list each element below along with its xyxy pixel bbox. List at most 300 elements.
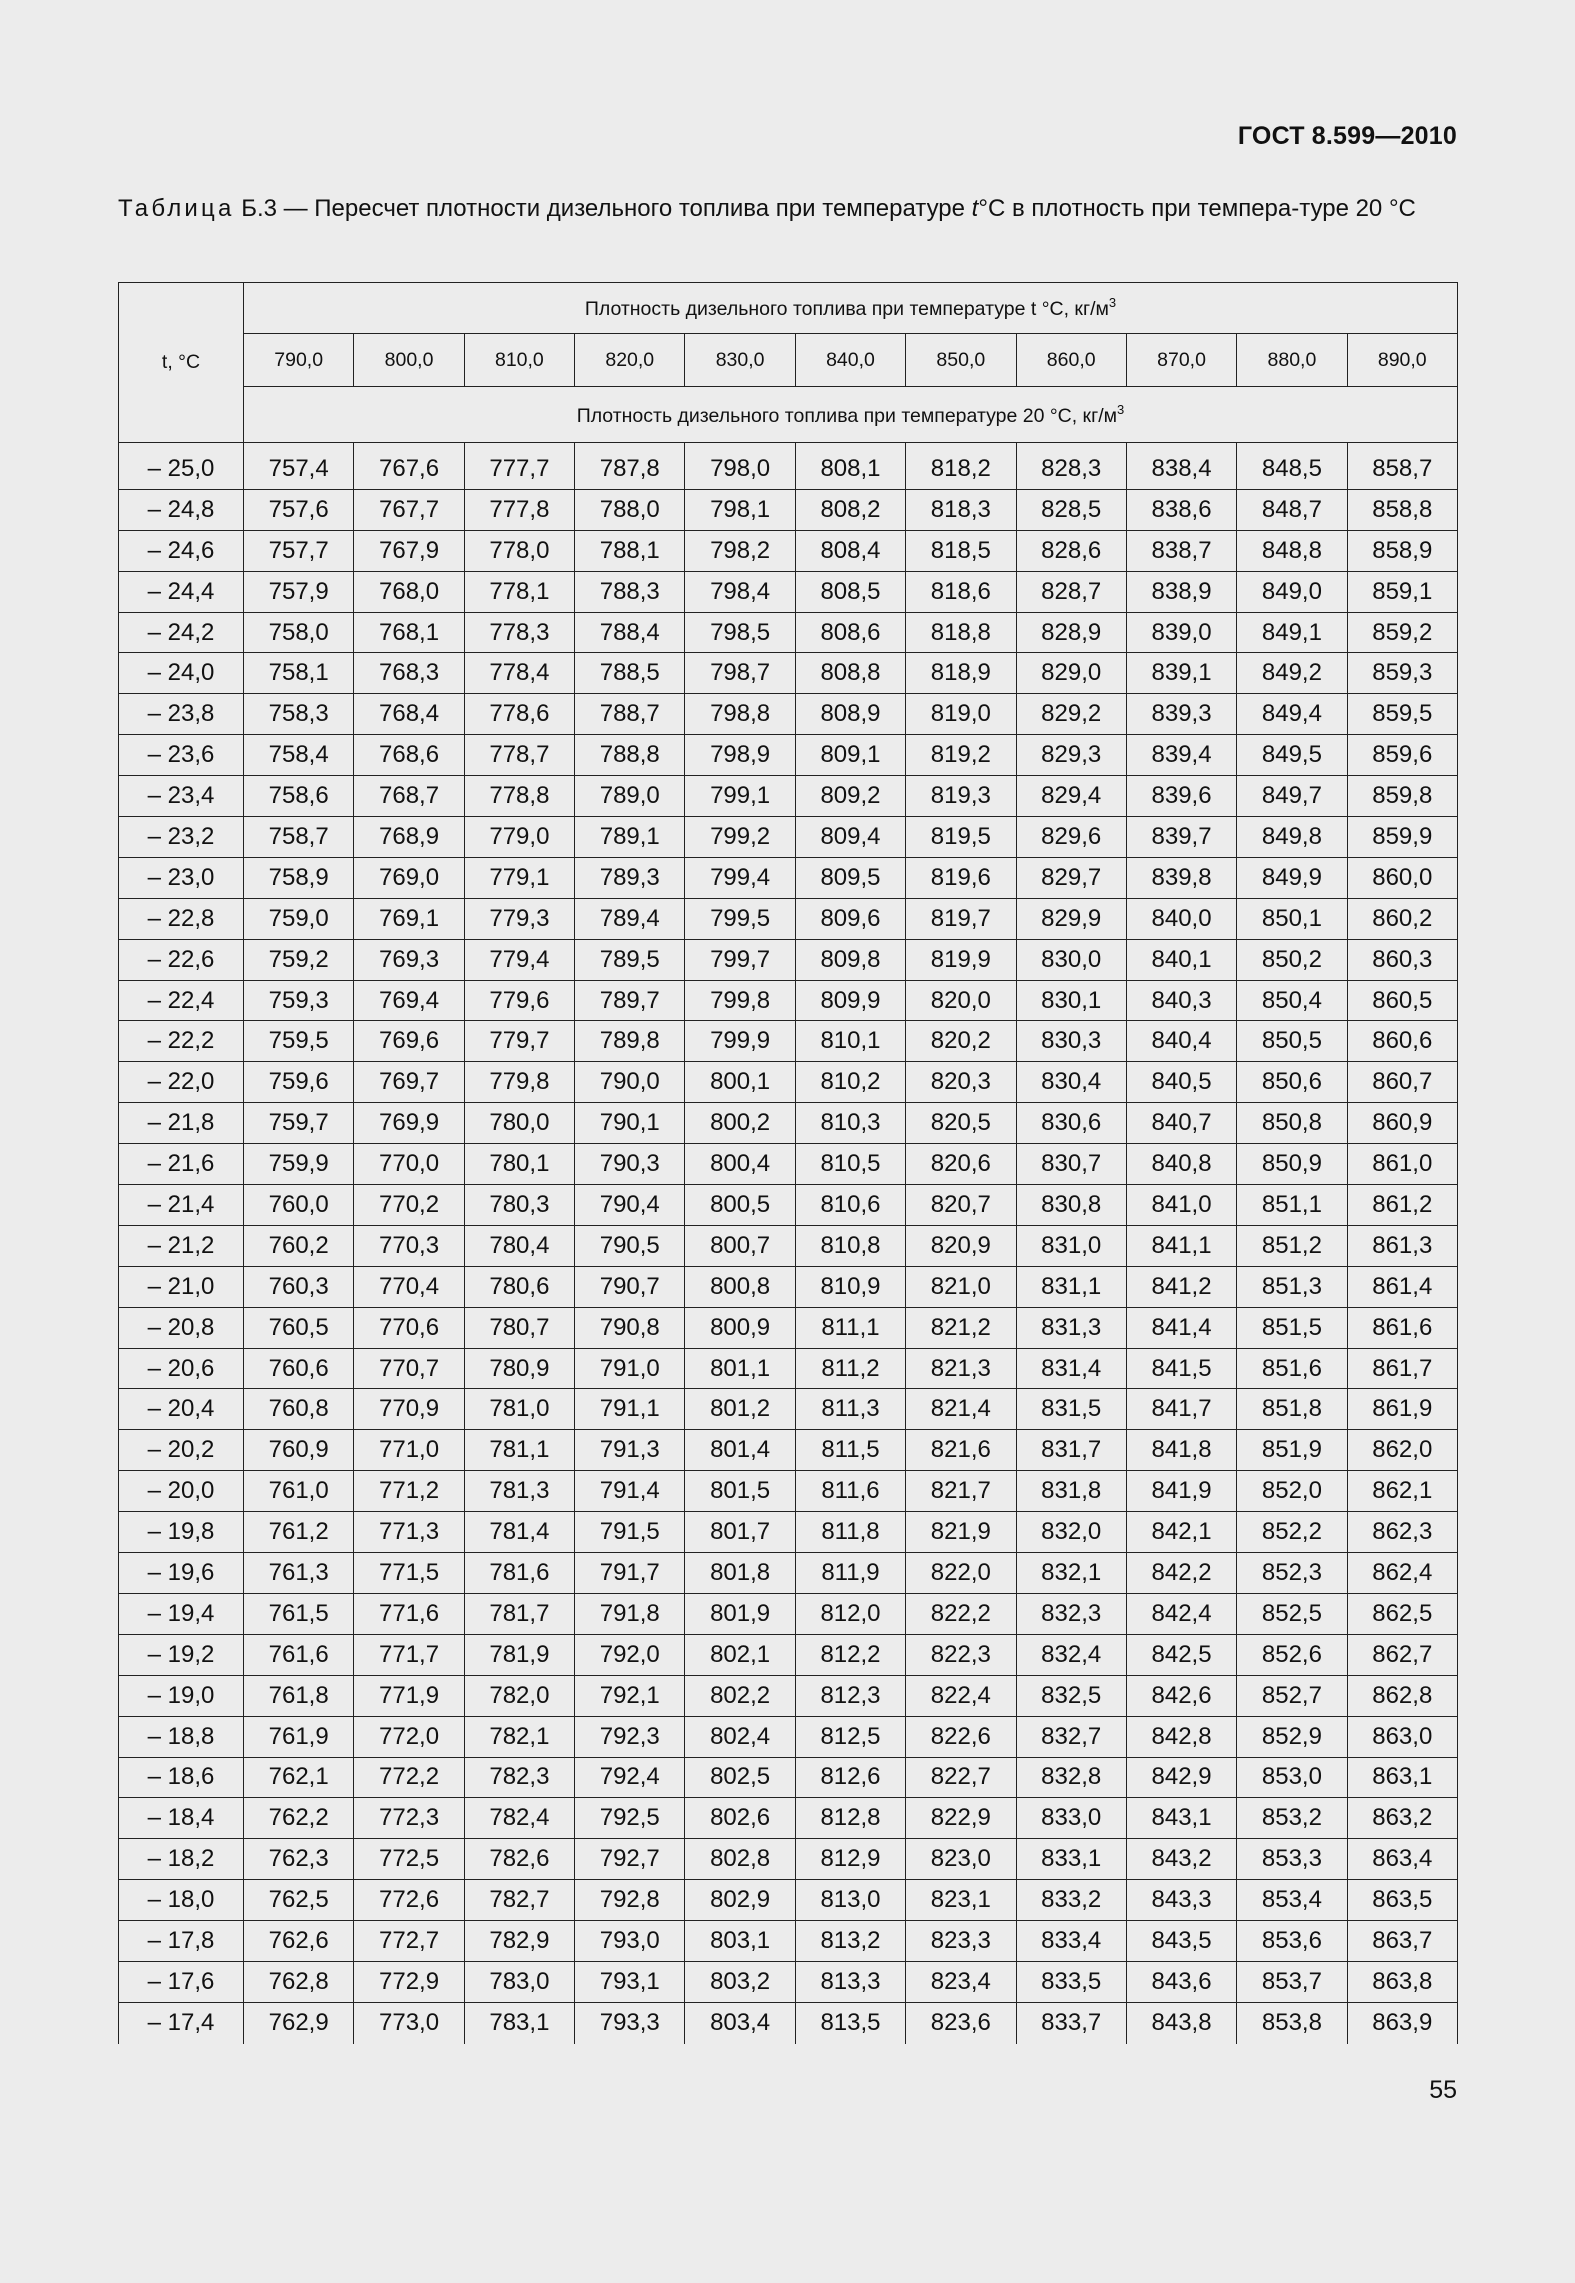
density-value-cell: 780,1	[464, 1144, 574, 1185]
density-value-cell: 863,7	[1347, 1921, 1457, 1962]
table-row	[119, 530, 1458, 571]
density-value-cell: 788,1	[575, 530, 685, 571]
density-value-cell: 791,0	[575, 1348, 685, 1389]
density-value-cell: 828,6	[1016, 530, 1126, 571]
density-value-cell: 778,3	[464, 612, 574, 653]
density-value-cell: 798,9	[685, 735, 795, 776]
density-value-cell: 788,7	[575, 694, 685, 735]
density-value-cell: 761,8	[244, 1675, 354, 1716]
density-value-cell: 848,8	[1237, 530, 1347, 571]
density-value-cell: 788,3	[575, 571, 685, 612]
density-value-cell: 800,4	[685, 1144, 795, 1185]
density-value-cell: 779,3	[464, 898, 574, 939]
density-value-cell: 828,3	[1016, 449, 1126, 489]
density-value-cell: 802,8	[685, 1839, 795, 1880]
density-value-cell: 759,6	[244, 1062, 354, 1103]
density-value-cell: 851,6	[1237, 1348, 1347, 1389]
density-value-cell: 758,0	[244, 612, 354, 653]
temperature-cell: – 18,4	[119, 1798, 244, 1839]
density-value-cell: 860,6	[1347, 1021, 1457, 1062]
density-value-cell: 769,4	[354, 980, 464, 1021]
density-value-cell: 779,8	[464, 1062, 574, 1103]
density-value-cell: 771,6	[354, 1593, 464, 1634]
density-value-cell: 861,2	[1347, 1185, 1457, 1226]
density-value-cell: 789,8	[575, 1021, 685, 1062]
density-value-cell: 833,1	[1016, 1839, 1126, 1880]
density-value-cell: 823,4	[906, 1961, 1016, 2002]
density-value-cell: 843,3	[1126, 1880, 1236, 1921]
density-value-cell: 802,2	[685, 1675, 795, 1716]
density-value-cell: 809,4	[795, 817, 905, 858]
density-value-cell: 768,3	[354, 653, 464, 694]
density-header-cell: 810,0	[464, 334, 574, 387]
density-value-cell: 768,0	[354, 571, 464, 612]
density-value-cell: 799,5	[685, 898, 795, 939]
density-value-cell: 849,5	[1237, 735, 1347, 776]
density-value-cell: 820,0	[906, 980, 1016, 1021]
caption-number: Б.3	[241, 195, 277, 222]
bottom-header	[244, 387, 1458, 443]
density-value-cell: 767,6	[354, 449, 464, 489]
density-value-cell: 791,3	[575, 1430, 685, 1471]
density-value-cell: 781,3	[464, 1471, 574, 1512]
density-value-cell: 801,4	[685, 1430, 795, 1471]
density-value-cell: 809,2	[795, 776, 905, 817]
density-value-cell: 808,4	[795, 530, 905, 571]
density-value-cell: 851,9	[1237, 1430, 1347, 1471]
density-value-cell: 802,1	[685, 1634, 795, 1675]
density-value-cell: 862,7	[1347, 1634, 1457, 1675]
density-value-cell: 852,6	[1237, 1634, 1347, 1675]
density-header-cell: 830,0	[685, 334, 795, 387]
table-caption	[118, 196, 1456, 223]
density-value-cell: 853,7	[1237, 1961, 1347, 2002]
density-value-cell: 768,9	[354, 817, 464, 858]
table-row	[119, 2002, 1458, 2044]
table-row	[119, 1307, 1458, 1348]
density-value-cell: 759,2	[244, 939, 354, 980]
temperature-cell: – 18,8	[119, 1716, 244, 1757]
density-value-cell: 810,1	[795, 1021, 905, 1062]
density-value-cell: 762,8	[244, 1961, 354, 2002]
density-value-cell: 853,8	[1237, 2002, 1347, 2044]
density-value-cell: 789,5	[575, 939, 685, 980]
density-value-cell: 769,6	[354, 1021, 464, 1062]
table-row	[119, 776, 1458, 817]
density-value-cell: 782,6	[464, 1839, 574, 1880]
density-value-cell: 852,2	[1237, 1512, 1347, 1553]
density-value-cell: 761,9	[244, 1716, 354, 1757]
density-value-cell: 850,6	[1237, 1062, 1347, 1103]
density-value-cell: 863,9	[1347, 2002, 1457, 2044]
density-value-cell: 830,0	[1016, 939, 1126, 980]
density-value-cell: 819,9	[906, 939, 1016, 980]
density-value-cell: 859,8	[1347, 776, 1457, 817]
density-value-cell: 802,9	[685, 1880, 795, 1921]
temperature-cell: – 19,0	[119, 1675, 244, 1716]
density-value-cell: 859,5	[1347, 694, 1457, 735]
density-value-cell: 809,6	[795, 898, 905, 939]
density-value-cell: 859,2	[1347, 612, 1457, 653]
density-value-cell: 812,8	[795, 1798, 905, 1839]
density-value-cell: 761,0	[244, 1471, 354, 1512]
temperature-cell: – 18,2	[119, 1839, 244, 1880]
density-value-cell: 862,0	[1347, 1430, 1457, 1471]
density-value-cell: 803,4	[685, 2002, 795, 2044]
density-value-cell: 821,3	[906, 1348, 1016, 1389]
density-value-cell: 757,7	[244, 530, 354, 571]
density-value-cell: 762,2	[244, 1798, 354, 1839]
density-value-cell: 833,7	[1016, 2002, 1126, 2044]
density-value-cell: 760,8	[244, 1389, 354, 1430]
density-value-cell: 812,0	[795, 1593, 905, 1634]
density-value-cell: 771,5	[354, 1553, 464, 1594]
density-value-cell: 842,5	[1126, 1634, 1236, 1675]
density-value-cell: 851,3	[1237, 1266, 1347, 1307]
density-value-cell: 801,1	[685, 1348, 795, 1389]
density-value-cell: 811,1	[795, 1307, 905, 1348]
temperature-cell: – 21,4	[119, 1185, 244, 1226]
density-value-cell: 778,6	[464, 694, 574, 735]
density-value-cell: 771,7	[354, 1634, 464, 1675]
density-value-cell: 821,9	[906, 1512, 1016, 1553]
density-value-cell: 799,8	[685, 980, 795, 1021]
temperature-cell: – 21,2	[119, 1225, 244, 1266]
density-value-cell: 850,8	[1237, 1103, 1347, 1144]
density-value-cell: 799,7	[685, 939, 795, 980]
density-header-cell: 840,0	[795, 334, 905, 387]
density-value-cell: 842,9	[1126, 1757, 1236, 1798]
density-value-cell: 839,8	[1126, 857, 1236, 898]
table-row	[119, 571, 1458, 612]
density-value-cell: 788,4	[575, 612, 685, 653]
density-value-cell: 829,6	[1016, 817, 1126, 858]
top-header-sup: 3	[1108, 295, 1117, 310]
density-value-cell: 860,5	[1347, 980, 1457, 1021]
temperature-cell: – 25,0	[119, 449, 244, 489]
density-value-cell: 790,1	[575, 1103, 685, 1144]
density-value-cell: 831,1	[1016, 1266, 1126, 1307]
density-value-cell: 850,4	[1237, 980, 1347, 1021]
density-value-cell: 780,7	[464, 1307, 574, 1348]
table-row	[119, 1512, 1458, 1553]
density-value-cell: 767,9	[354, 530, 464, 571]
temperature-cell: – 23,0	[119, 857, 244, 898]
density-value-cell: 819,0	[906, 694, 1016, 735]
density-value-cell: 853,0	[1237, 1757, 1347, 1798]
density-value-cell: 798,1	[685, 489, 795, 530]
density-value-cell: 798,2	[685, 530, 795, 571]
density-value-cell: 863,8	[1347, 1961, 1457, 2002]
table-row	[119, 980, 1458, 1021]
density-value-cell: 823,1	[906, 1880, 1016, 1921]
density-header-cell: 800,0	[354, 334, 464, 387]
density-value-cell: 861,6	[1347, 1307, 1457, 1348]
table-row	[119, 1471, 1458, 1512]
density-value-cell: 833,4	[1016, 1921, 1126, 1962]
density-value-cell: 811,6	[795, 1471, 905, 1512]
density-value-cell: 840,3	[1126, 980, 1236, 1021]
density-value-cell: 819,2	[906, 735, 1016, 776]
density-value-cell: 780,9	[464, 1348, 574, 1389]
density-value-cell: 757,6	[244, 489, 354, 530]
table-row	[119, 1921, 1458, 1962]
density-value-cell: 863,0	[1347, 1716, 1457, 1757]
density-value-cell: 820,7	[906, 1185, 1016, 1226]
density-value-cell: 838,6	[1126, 489, 1236, 530]
density-value-cell: 772,5	[354, 1839, 464, 1880]
density-value-cell: 780,0	[464, 1103, 574, 1144]
density-value-cell: 863,2	[1347, 1798, 1457, 1839]
density-value-cell: 760,0	[244, 1185, 354, 1226]
density-header-cell: 850,0	[906, 334, 1016, 387]
density-value-cell: 821,0	[906, 1266, 1016, 1307]
density-value-cell: 761,2	[244, 1512, 354, 1553]
density-value-cell: 828,7	[1016, 571, 1126, 612]
density-value-cell: 770,9	[354, 1389, 464, 1430]
density-value-cell: 831,8	[1016, 1471, 1126, 1512]
density-value-cell: 820,5	[906, 1103, 1016, 1144]
temperature-cell: – 24,6	[119, 530, 244, 571]
density-value-cell: 800,7	[685, 1225, 795, 1266]
density-value-cell: 812,6	[795, 1757, 905, 1798]
table-row	[119, 939, 1458, 980]
density-value-cell: 829,0	[1016, 653, 1126, 694]
density-value-cell: 800,8	[685, 1266, 795, 1307]
density-value-cell: 793,1	[575, 1961, 685, 2002]
density-value-cell: 792,5	[575, 1798, 685, 1839]
density-value-cell: 822,2	[906, 1593, 1016, 1634]
density-value-cell: 759,7	[244, 1103, 354, 1144]
density-value-cell: 779,7	[464, 1021, 574, 1062]
density-header-cell: 870,0	[1126, 334, 1236, 387]
table-row	[119, 1798, 1458, 1839]
density-value-cell: 772,0	[354, 1716, 464, 1757]
density-value-cell: 838,7	[1126, 530, 1236, 571]
density-value-cell: 829,7	[1016, 857, 1126, 898]
density-value-cell: 833,5	[1016, 1961, 1126, 2002]
density-value-cell: 782,0	[464, 1675, 574, 1716]
density-value-cell: 822,7	[906, 1757, 1016, 1798]
density-value-cell: 772,3	[354, 1798, 464, 1839]
density-value-cell: 830,3	[1016, 1021, 1126, 1062]
density-value-cell: 842,4	[1126, 1593, 1236, 1634]
density-value-cell: 779,0	[464, 817, 574, 858]
density-value-cell: 778,7	[464, 735, 574, 776]
density-value-cell: 810,9	[795, 1266, 905, 1307]
density-value-cell: 839,6	[1126, 776, 1236, 817]
density-value-cell: 762,5	[244, 1880, 354, 1921]
density-value-cell: 858,9	[1347, 530, 1457, 571]
density-value-cell: 823,0	[906, 1839, 1016, 1880]
density-value-cell: 822,0	[906, 1553, 1016, 1594]
density-value-cell: 769,1	[354, 898, 464, 939]
density-value-cell: 841,9	[1126, 1471, 1236, 1512]
density-value-cell: 810,6	[795, 1185, 905, 1226]
density-value-cell: 852,0	[1237, 1471, 1347, 1512]
density-value-cell: 801,9	[685, 1593, 795, 1634]
density-value-cell: 839,1	[1126, 653, 1236, 694]
density-value-cell: 831,5	[1016, 1389, 1126, 1430]
temperature-cell: – 19,8	[119, 1512, 244, 1553]
density-value-cell: 849,7	[1237, 776, 1347, 817]
temperature-cell: – 20,2	[119, 1430, 244, 1471]
density-value-cell: 842,6	[1126, 1675, 1236, 1716]
density-value-cell: 841,2	[1126, 1266, 1236, 1307]
temperature-cell: – 18,0	[119, 1880, 244, 1921]
density-value-cell: 810,8	[795, 1225, 905, 1266]
density-value-cell: 821,4	[906, 1389, 1016, 1430]
density-value-cell: 850,9	[1237, 1144, 1347, 1185]
density-value-cell: 782,7	[464, 1880, 574, 1921]
density-value-cell: 818,6	[906, 571, 1016, 612]
density-value-cell: 848,5	[1237, 449, 1347, 489]
table-body	[119, 443, 1458, 2044]
density-value-cell: 839,3	[1126, 694, 1236, 735]
density-value-cell: 760,6	[244, 1348, 354, 1389]
table-row	[119, 1103, 1458, 1144]
density-value-cell: 848,7	[1237, 489, 1347, 530]
density-value-cell: 818,5	[906, 530, 1016, 571]
density-value-cell: 853,6	[1237, 1921, 1347, 1962]
temperature-cell: – 19,4	[119, 1593, 244, 1634]
table-row	[119, 1634, 1458, 1675]
density-value-cell: 849,8	[1237, 817, 1347, 858]
density-value-cell: 823,6	[906, 2002, 1016, 2044]
density-value-cell: 788,5	[575, 653, 685, 694]
density-value-cell: 799,1	[685, 776, 795, 817]
table-row	[119, 735, 1458, 776]
density-value-cell: 812,9	[795, 1839, 905, 1880]
density-value-cell: 758,7	[244, 817, 354, 858]
density-value-cell: 858,8	[1347, 489, 1457, 530]
density-value-cell: 808,5	[795, 571, 905, 612]
density-value-cell: 780,6	[464, 1266, 574, 1307]
density-value-cell: 861,4	[1347, 1266, 1457, 1307]
density-value-cell: 849,9	[1237, 857, 1347, 898]
density-value-cell: 840,4	[1126, 1021, 1236, 1062]
density-value-cell: 862,5	[1347, 1593, 1457, 1634]
density-value-cell: 782,9	[464, 1921, 574, 1962]
density-value-cell: 778,1	[464, 571, 574, 612]
temperature-cell: – 21,8	[119, 1103, 244, 1144]
density-value-cell: 757,9	[244, 571, 354, 612]
density-value-cell: 849,1	[1237, 612, 1347, 653]
density-value-cell: 781,7	[464, 1593, 574, 1634]
temperature-cell: – 20,8	[119, 1307, 244, 1348]
density-value-cell: 820,6	[906, 1144, 1016, 1185]
table-row	[119, 817, 1458, 858]
density-value-cell: 840,8	[1126, 1144, 1236, 1185]
density-value-cell: 770,3	[354, 1225, 464, 1266]
density-value-cell: 832,3	[1016, 1593, 1126, 1634]
density-value-cell: 801,2	[685, 1389, 795, 1430]
density-value-cell: 771,9	[354, 1675, 464, 1716]
density-value-cell: 791,7	[575, 1553, 685, 1594]
density-value-cell: 758,9	[244, 857, 354, 898]
density-value-cell: 861,3	[1347, 1225, 1457, 1266]
density-value-cell: 768,1	[354, 612, 464, 653]
table-row	[119, 694, 1458, 735]
density-value-cell: 822,9	[906, 1798, 1016, 1839]
density-value-cell: 781,9	[464, 1634, 574, 1675]
table-row	[119, 1389, 1458, 1430]
density-header-cell: 820,0	[575, 334, 685, 387]
density-value-cell: 802,5	[685, 1757, 795, 1798]
temperature-cell: – 23,6	[119, 735, 244, 776]
temperature-cell: – 22,8	[119, 898, 244, 939]
density-value-cell: 789,3	[575, 857, 685, 898]
density-value-cell: 813,0	[795, 1880, 905, 1921]
density-value-cell: 808,8	[795, 653, 905, 694]
density-value-cell: 769,0	[354, 857, 464, 898]
density-value-cell: 859,9	[1347, 817, 1457, 858]
density-value-cell: 801,7	[685, 1512, 795, 1553]
density-value-cell: 860,7	[1347, 1062, 1457, 1103]
density-value-cell: 800,5	[685, 1185, 795, 1226]
temperature-cell: – 22,6	[119, 939, 244, 980]
density-value-cell: 842,8	[1126, 1716, 1236, 1757]
density-value-cell: 790,0	[575, 1062, 685, 1103]
temperature-cell: – 24,0	[119, 653, 244, 694]
density-value-cell: 841,8	[1126, 1430, 1236, 1471]
density-value-cell: 772,6	[354, 1880, 464, 1921]
density-value-cell: 810,5	[795, 1144, 905, 1185]
density-value-cell: 808,2	[795, 489, 905, 530]
bottom-header-sup: 3	[1117, 401, 1125, 417]
table-row	[119, 653, 1458, 694]
temperature-cell: – 23,8	[119, 694, 244, 735]
density-value-cell: 771,3	[354, 1512, 464, 1553]
density-value-cell: 840,1	[1126, 939, 1236, 980]
temperature-cell: – 23,4	[119, 776, 244, 817]
temperature-column-header: t, °C	[119, 283, 244, 443]
temperature-cell: – 19,2	[119, 1634, 244, 1675]
density-value-cell: 798,4	[685, 571, 795, 612]
density-value-cell: 759,3	[244, 980, 354, 1021]
density-value-cell: 758,6	[244, 776, 354, 817]
density-value-cell: 819,3	[906, 776, 1016, 817]
density-value-cell: 841,1	[1126, 1225, 1236, 1266]
density-value-cell: 779,6	[464, 980, 574, 1021]
density-value-cell: 841,7	[1126, 1389, 1236, 1430]
density-value-cell: 788,8	[575, 735, 685, 776]
density-value-cell: 851,8	[1237, 1389, 1347, 1430]
top-header-text: Плотность дизельного топлива при температуре t °C, кг/м	[584, 298, 1109, 320]
density-value-cell: 798,5	[685, 612, 795, 653]
density-value-cell: 830,8	[1016, 1185, 1126, 1226]
density-value-cell: 852,3	[1237, 1553, 1347, 1594]
density-value-cell: 841,5	[1126, 1348, 1236, 1389]
density-value-cell: 863,5	[1347, 1880, 1457, 1921]
density-value-cell: 790,5	[575, 1225, 685, 1266]
density-value-cell: 861,9	[1347, 1389, 1457, 1430]
density-value-cell: 801,5	[685, 1471, 795, 1512]
density-value-cell: 790,7	[575, 1266, 685, 1307]
density-value-cell: 832,0	[1016, 1512, 1126, 1553]
density-value-cell: 818,8	[906, 612, 1016, 653]
density-value-cell: 758,4	[244, 735, 354, 776]
table-row	[119, 612, 1458, 653]
density-value-cell: 851,5	[1237, 1307, 1347, 1348]
density-value-cell: 799,4	[685, 857, 795, 898]
density-value-cell: 811,3	[795, 1389, 905, 1430]
density-value-cell: 770,0	[354, 1144, 464, 1185]
density-value-cell: 769,9	[354, 1103, 464, 1144]
density-value-cell: 812,2	[795, 1634, 905, 1675]
table-row	[119, 1961, 1458, 2002]
density-value-cell: 770,2	[354, 1185, 464, 1226]
